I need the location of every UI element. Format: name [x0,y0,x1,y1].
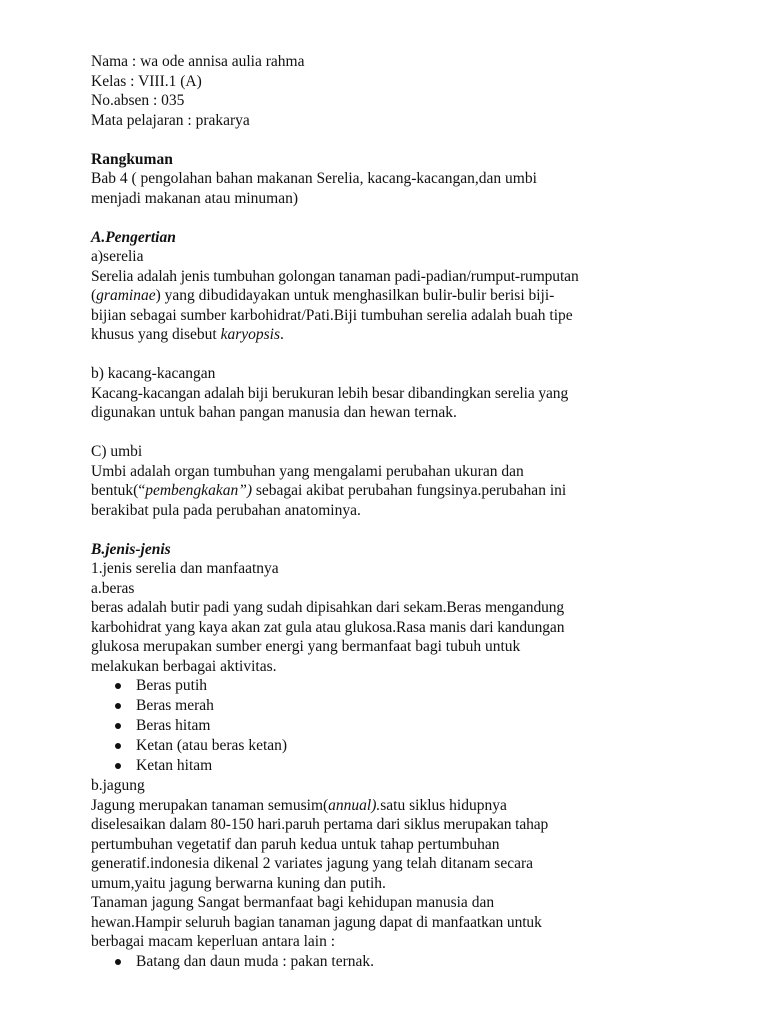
summary-title: Rangkuman [91,150,173,168]
jagung-text: generatif.indonesia dikenal 2 variates jagung yang telah ditanam secara [91,855,533,872]
list-item: Beras putih [113,676,671,696]
jagung-text: pertumbuhan vegetatif dan paruh kedua untuk tahap pertumbuhan [91,835,500,853]
umbi-text: berakibat pula pada perubahan anatominya. [91,501,361,519]
kacang-text: Kacang-kacangan adalah biji berukuran lebih besar dibandingkan serelia yang [91,384,569,402]
jagung-text: berbagai macam keperluan antara lain : [91,933,335,950]
kacang-text: digunakan untuk bahan pangan manusia dan hewan ternak. [91,404,457,421]
beras-text: karbohidrat yang kaya akan zat gula atau glukosa.Rasa manis dari kandungan [91,618,565,636]
list-item: Batang dan daun muda : pakan ternak. [113,952,671,972]
jagung-text: diselesaikan dalam 80-150 hari.paruh pertama dari siklus merupakan tahap [91,816,549,833]
jagung-text: umum,yaitu jagung berwarna kuning dan putih. [91,874,386,892]
list-item: Ketan hitam [113,756,671,776]
spacer [91,130,671,150]
student-class: Kelas : VIII.1 (A) [91,72,202,90]
summary-line: Bab 4 ( pengolahan bahan makanan Serelia, kacang-kacangan,dan umbi [91,170,537,187]
subject: Mata pelajaran : prakarya [91,111,250,129]
serelia-text: bijian sebagai sumber karbohidrat/Pati.Biji tumbuhan serelia adalah buah tipe [91,306,573,324]
spacer [91,208,671,228]
serelia-text: (graminae) yang dibudidayakan untuk menghasilkan bulir-bulir berisi biji- [91,287,555,304]
jagung-text: Tanaman jagung Sangat bermanfaat bagi kehidupan manusia dan [91,894,495,911]
spacer [91,520,671,540]
section-title-jenis: B.jenis-jenis [91,540,171,558]
bullet-icon [115,763,121,769]
summary-line: menjadi makanan atau minuman) [91,189,299,207]
beras-text: melakukan berbagai aktivitas. [91,657,277,675]
umbi-text: Umbi adalah organ tumbuhan yang mengalami perubahan ukuran dan [91,462,524,480]
umbi-text: bentuk(“pembengkakan”) sebagai akibat perubahan fungsinya.perubahan ini [91,482,567,499]
list-item: Ketan (atau beras ketan) [113,736,671,756]
beras-text: beras adalah butir padi yang sudah dipisahkan dari sekam.Beras mengandung [91,599,565,616]
serelia-text: Serelia adalah jenis tumbuhan golongan tanaman padi-padian/rumput-rumputan [91,267,579,285]
student-name: Nama : wa ode annisa aulia rahma [91,53,305,70]
umbi-label: C) umbi [91,443,143,460]
serelia-text: khusus yang disebut karyopsis. [91,326,284,343]
bullet-icon [115,683,121,689]
beras-label: a.beras [91,579,135,597]
jagung-list [91,952,671,972]
beras-list [91,676,671,776]
beras-text: glukosa merupakan sumber energi yang bermanfaat bagi tubuh untuk [91,638,521,655]
bullet-icon [115,959,121,965]
list-item: Beras hitam [113,716,671,736]
jagung-text: hewan.Hampir seluruh bagian tanaman jagung dapat di manfaatkan untuk [91,913,542,931]
list-item: Beras merah [113,696,671,716]
bullet-icon [115,703,121,709]
jenis-subtitle: 1.jenis serelia dan manfaatnya [91,560,279,577]
section-title-pengertian: A.Pengertian [91,228,176,246]
spacer [91,423,671,443]
jagung-label: b.jagung [91,777,145,794]
serelia-label: a)serelia [91,248,144,265]
bullet-icon [115,743,121,749]
kacang-label: b) kacang-kacangan [91,365,216,382]
bullet-icon [115,723,121,729]
jagung-text: Jagung merupakan tanaman semusim(annual).satu siklus hidupnya [91,796,507,814]
spacer [91,345,671,365]
student-number: No.absen : 035 [91,92,185,109]
document-body [91,52,671,972]
